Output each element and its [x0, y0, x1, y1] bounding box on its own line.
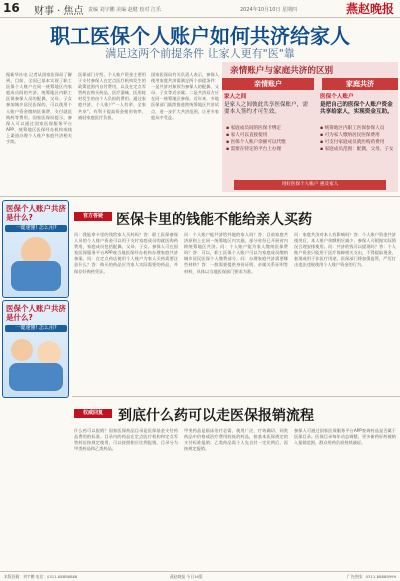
article3-col2: 甲类药品是临床治疗必需、使用广泛、疗效确切、同类药品中价格或治疗费用较低的药品，按基本医保规定的支付标准报销；乙类药品需个人先自付一定比例后，再按规定报销。 [184, 428, 288, 452]
list-item: ▪ 家庭成员间的医保卡绑定 [226, 126, 282, 131]
article2-col3: 问：家庭共济对本人有影响吗？答：个人账户资金共济使用后，本人账户余额相应减少，参保人可根据实际情况合理安排使用。问：共济的钱可以提现吗？答：个人账户资金只能用于医疗保障相关支出，不得提取现金、套现或用于非医疗用途。医保部门将加强监管，严厉打击违法违规使用个人账户资金的行为。 [294, 232, 396, 268]
article2-title: 医保卡里的钱能不能给亲人买药 [116, 212, 312, 228]
family-mutual-aid-header: 家庭共济 [322, 78, 398, 90]
main-headline: 职工医保个人账户如何共济给家人 [50, 24, 350, 48]
newspaper-logo: 燕赵晚报 [345, 2, 394, 16]
footer-center: 燕赵晚报 今日16版 [170, 574, 203, 579]
page-footer [0, 571, 400, 581]
poster-subtitle: 一键速懂! 怎么用? [5, 225, 67, 232]
family-account-text: 家人之间 是家人之间彼此共享医保账户，需要本人签约才可生效。 [224, 94, 308, 115]
list-item: ▪ 家庭成员范围：配偶、父母、子女 [320, 147, 394, 152]
family-account-header: 亲情账户 [222, 78, 314, 90]
list-item: ▪ 统筹地区内职工医保参保人员 [320, 126, 385, 131]
section-tag: 权威回复 [74, 409, 112, 418]
infobox-tagline: 用好医保个人账户 惠及家人 [234, 180, 386, 190]
section-tag: 官方答疑 [74, 212, 112, 221]
issue-date: 2024年10月10日 星期四 [240, 7, 298, 13]
article1-col3: 国家医保局有关负责人表示，参保人使用家庭共济需满足两个前提条件：一是共济对象须为参保人的配偶、父母、子女等近亲属；二是共济双方应在同一统筹地区参保。近年来，多地医保部门陆续推进跨统筹地区共济试点，进一步扩大共济范围，让更多家庭从中受益。 [151, 72, 219, 120]
cartoon-figure-icon [37, 341, 61, 365]
infobox-title: 亲情账户与家庭共济的区别 [230, 66, 334, 76]
article2-col2: 问：个人账户能共济给外地的家人吗？答：目前家庭共济原则上在同一统筹地区内实施，部分省份已开展省内跨统筹地区共济。问：个人账户能为家人缴纳医保费吗？答：可以，职工医保个人账户可以为家庭成员缴纳城乡居民医保个人缴费部分。问：办理家庭共济需要哪些材料？答：一般需要提供身份证明、亲属关系证明等材料，具体以当地医保部门要求为准。 [184, 232, 288, 274]
infographic-poster [2, 300, 69, 398]
article3-title: 到底什么药可以走医保报销流程 [118, 408, 314, 424]
article1-col2: 医保部门介绍，个人账户资金主要用于支付参保人在定点医疗机构发生的政策范围内自付费用，以及在定点零售药店购买药品、医疗器械、医用耗材发生的由个人负担的费用。通过家庭共济，个人账户"一人有余、全家共享"，有利于提高资金使用效率，减轻家庭医疗负担。 [78, 72, 146, 120]
editor-credits: 责编 刘宇鹏 美编 赵健 校对 江乐 [88, 7, 161, 13]
list-item: ▪ 需要在特定的平台上办理 [226, 147, 282, 152]
list-item: ▪ 可支付家庭成员就医购药费用 [320, 140, 385, 145]
article2-col1: 问：我能拿卡里的钱给家人买药吗？答：职工医保参保人员的个人账户资金可以用于支付家庭成员的就医购药费用，家庭成员包括配偶、父母、子女。参保人可在国家医保服务平台APP或当地医保经办机构办理家庭共济备案。问：在定点药店使用个人账户为家人买药需要注意什么？答：购买的药品应为家人实际需要的药品，并保存好购药凭证。 [74, 232, 178, 274]
list-item: ▪ 家人可以直接使用 [226, 133, 268, 138]
poster-title: 医保个人账户共济是什么? [6, 204, 66, 222]
page-number: 16 [3, 1, 20, 15]
family-mutual-aid-text: 医保个人账户 是把自己的医保个人账户资金共享给家人，实现资金互助。 [320, 94, 393, 115]
section-name: 财事 · 焦点 [34, 6, 84, 17]
page-header [0, 0, 400, 18]
infographic-poster [2, 200, 69, 298]
article3-col1: 什么药可以报销？国家医保药品目录是医保基金支付药品费用的标准。目录内的药品在定点医疗机构和定点零售药店按规定使用，可以按照相应比例报销。目录分为甲类药品和乙类药品。 [74, 428, 178, 452]
footer-right: 广告热线：0311-88888999 [346, 574, 396, 579]
poster-title: 医保个人账户共济是什么? [6, 304, 66, 322]
footer-left: 本版投稿：刘宇鹏 电话：0311-88888888 [4, 574, 78, 579]
comparison-infobox [222, 62, 398, 192]
article3-col3: 参保人可通过国家医保服务平台APP查询药品是否属于医保目录。医保目录每年动态调整，更多新药好药被纳入报销范围，群众用药负担持续减轻。 [294, 428, 396, 446]
poster-subtitle: 一键速懂! 怎么用? [5, 325, 67, 332]
cartoon-body-icon [9, 363, 63, 391]
cartoon-body-icon [11, 261, 61, 291]
article1-col1: 据新华社电 记者从国家医保局了解到，目前，全国已基本实现了职工医保个人账户在同一统筹地区内家庭成员间的共济。统筹地区内职工医保参保人员的配偶、父母、子女参加城乡居民医保的，可以使用个人账户资金缴纳医保费、支付就医购药等费用。国家医保局提示，参保人可以通过国家医保服务平台APP、统筹地区医保经办机构或线上渠道办理个人账户家庭共济相关手续。 [6, 72, 72, 145]
main-subhead: 满足这两个前提条件 让家人更有"医"靠 [105, 47, 295, 60]
family-account-list [226, 126, 310, 154]
list-item: ▪ 可为家人缴纳居民医保费用 [320, 133, 380, 138]
family-mutual-aid-list [320, 126, 396, 154]
list-item: ▪ 医保个人账户余额可以代缴 [226, 140, 286, 145]
section-divider [0, 196, 400, 197]
section-divider [72, 396, 400, 397]
cartoon-figure-icon [11, 339, 33, 361]
